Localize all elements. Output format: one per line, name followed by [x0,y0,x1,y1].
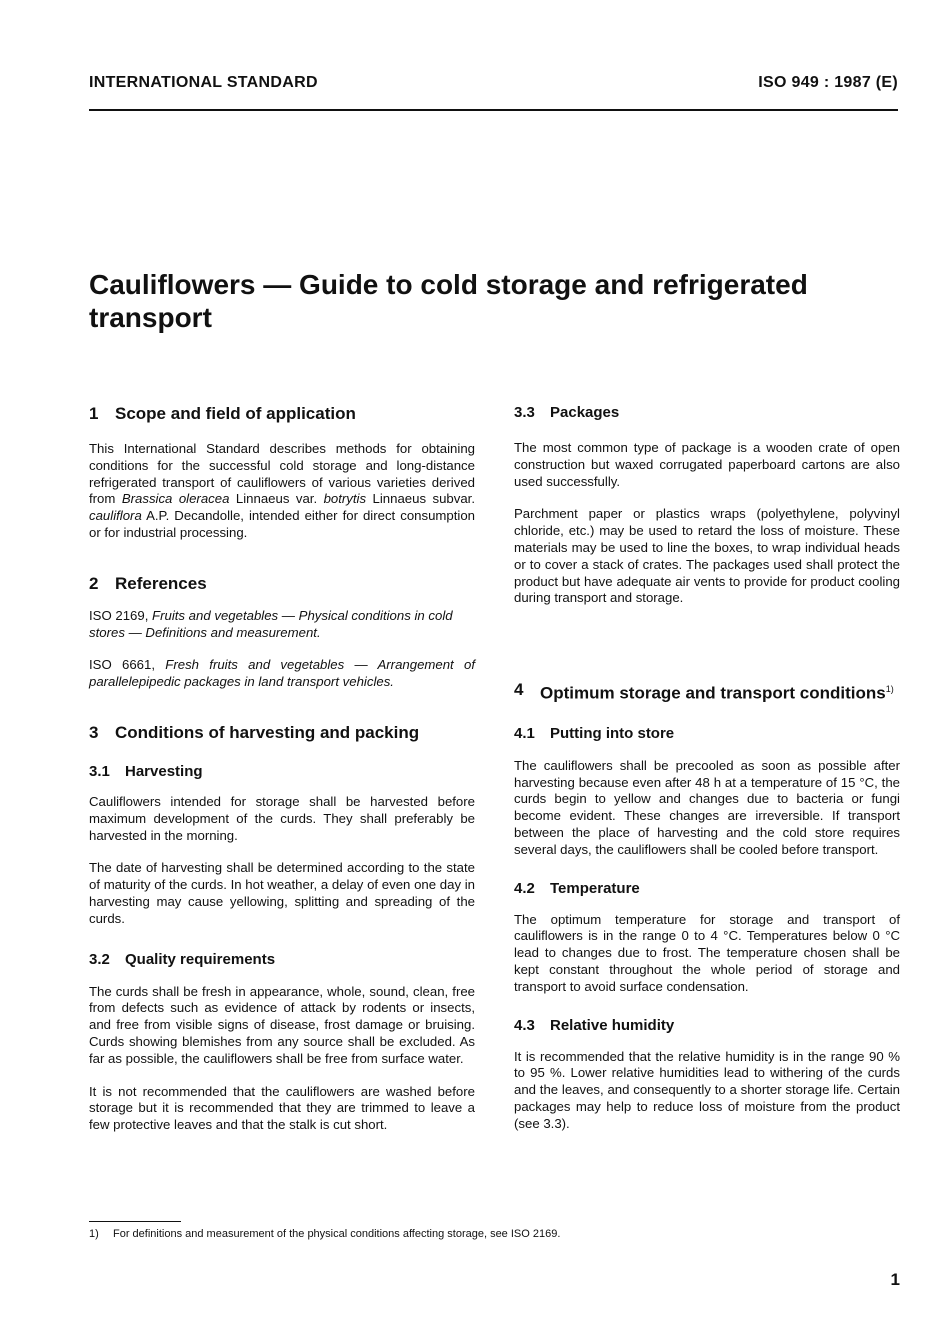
harvesting-paragraph-1: Cauliflowers intended for storage shall be harvested before maximum development of the curds. They shall preferably be harvested in the morning. [89,793,475,843]
section-title: Scope and field of application [115,404,356,423]
section-2-heading [89,573,475,594]
section-number: 4 [514,680,524,700]
section-3-2-heading [89,950,475,969]
section-title-wrap [540,679,894,704]
section-3-3-heading [514,403,900,422]
subsection-number: 3.1 [89,762,110,780]
harvesting-paragraph-2: The date of harvesting shall be determined according to the state of maturity of the curds. In hot weather, a delay of even one day in harvesting may cause yellowing, splitting and spreading of the curds. [89,860,475,926]
text-run-italic: botrytis [323,491,367,507]
section-4-heading [514,679,900,704]
text-run: A.P. Decandolle, intended either for direct consumption or for industrial processing. [89,508,475,540]
subsection-title: Packages [550,404,620,421]
quality-paragraph-2: It is not recommended that the cauliflowers are washed before storage but it is recommended that they are trimmed to leave a few protective leaves and that the stalk is cut short. [89,1083,475,1133]
subsection-title: Temperature [550,879,640,897]
subsection-number: 3.2 [89,950,110,968]
text-run: Linnaeus var. [229,491,324,507]
packages-paragraph-2: Parchment paper or plastics wraps (polyethylene, polyvinyl chloride, etc.) may be used to retard the loss of moisture. These materials may be used to line the boxes, to wrap individual heads or to cover a stack of crates. The packages used shall protect the product but have adequate air vents to provide for product cooling during transport and storage. [514,506,900,606]
page-header [89,74,898,98]
quality-paragraph-1: The curds shall be fresh in appearance, whole, sound, clean, free from defects such as evidence of attack by rodents or insects, and free from visible signs of disease, frost damage or bruising. Curds showing blemishes from any source shall be excluded. As far as possible, the cauliflowers shall be free from surface water. [89,983,475,1066]
subsection-title: Relative humidity [550,1016,675,1034]
section-title: References [115,573,207,593]
section-title: Conditions of harvesting and packing [115,722,420,742]
left-column [89,403,475,1134]
reference-title: Fruits and vegetables — Physical conditions in cold stores — Definitions and measurement. [89,607,453,640]
putting-into-store-paragraph: The cauliflowers shall be precooled as soon as possible after harvesting because even after 48 h at a temperature of 15 °C, the curds begin to yellow and changes due to bacteria or fungi become evident. These changes are irreversible. If transport between the place of harvesting and the cold store requires several days, the cauliflowers shall be cooled before transport. [514,757,900,857]
header-rule [89,109,898,111]
reference-iso-2169 [89,608,475,642]
subsection-number: 4.3 [514,1016,535,1034]
footnote-reference: 1) [885,684,894,695]
reference-code: ISO 2169, [89,607,153,623]
text-run-italic: cauliflora [89,508,142,524]
document-type: INTERNATIONAL STANDARD [89,74,318,91]
section-4-1-heading [514,724,900,743]
text-run: This International Standard describes methods for obtaining conditions for the successful cold storage and long-distance refrigerated transport of cauliflowers of various varieties derived from [89,441,475,507]
footnote [89,1227,560,1241]
section-4-3-heading [514,1016,900,1035]
right-column [514,403,900,1133]
reference-code: ISO 6661, [89,657,166,673]
subsection-number: 3.3 [514,404,535,421]
section-3-heading [89,722,475,743]
subsection-title: Quality requirements [125,950,276,968]
section-number: 2 [89,573,99,593]
footnote-rule [89,1221,181,1222]
section-1-heading [89,403,475,424]
reference-title: Fresh fruits and vegetables — Arrangement of parallelepipedic packages in land transport vehicles. [89,657,476,690]
reference-iso-6661 [89,657,475,691]
page-title: Cauliflowers — Guide to cold storage and refrigerated transport [89,269,808,333]
section-4-2-heading [514,879,900,898]
text-run-italic: Brassica oleracea [121,491,230,507]
footnote-text: For definitions and measurement of the physical conditions affecting storage, see ISO 2169. [113,1228,561,1240]
footnote-marker: 1) [89,1228,99,1240]
packages-paragraph-1: The most common type of package is a wooden crate of open construction but waxed corrugated paperboard cartons are also used successfully. [514,440,900,489]
subsection-number: 4.1 [514,724,535,742]
relative-humidity-paragraph: It is recommended that the relative humidity is in the range 90 % to 95 %. Lower relative humidities lead to withering of the curds and the leaves, and consequently to a shorter storage life. Certain packages may help to reduce loss of moisture from the product (see 3.3). [514,1048,900,1131]
document-reference: ISO 949 : 1987 (E) [758,74,898,91]
page-number: 1 [890,1270,900,1289]
section-number: 3 [89,722,99,742]
text-run: Linnaeus subvar. [366,491,476,507]
section-title: Optimum storage and transport conditions [540,683,886,703]
section-3-1-heading [89,762,475,781]
subsection-title: Harvesting [125,762,203,780]
temperature-paragraph: The optimum temperature for storage and transport of cauliflowers is in the range 0 to 4 °C. Temperatures below 0 °C lead to changes due to frost. The temperature chosen shall be kept constant throughout the whole period of storage and transport to avoid surface condensation. [514,911,900,994]
subsection-number: 4.2 [514,879,535,897]
subsection-title: Putting into store [550,724,675,742]
scope-paragraph [89,441,475,542]
section-number: 1 [89,404,99,423]
